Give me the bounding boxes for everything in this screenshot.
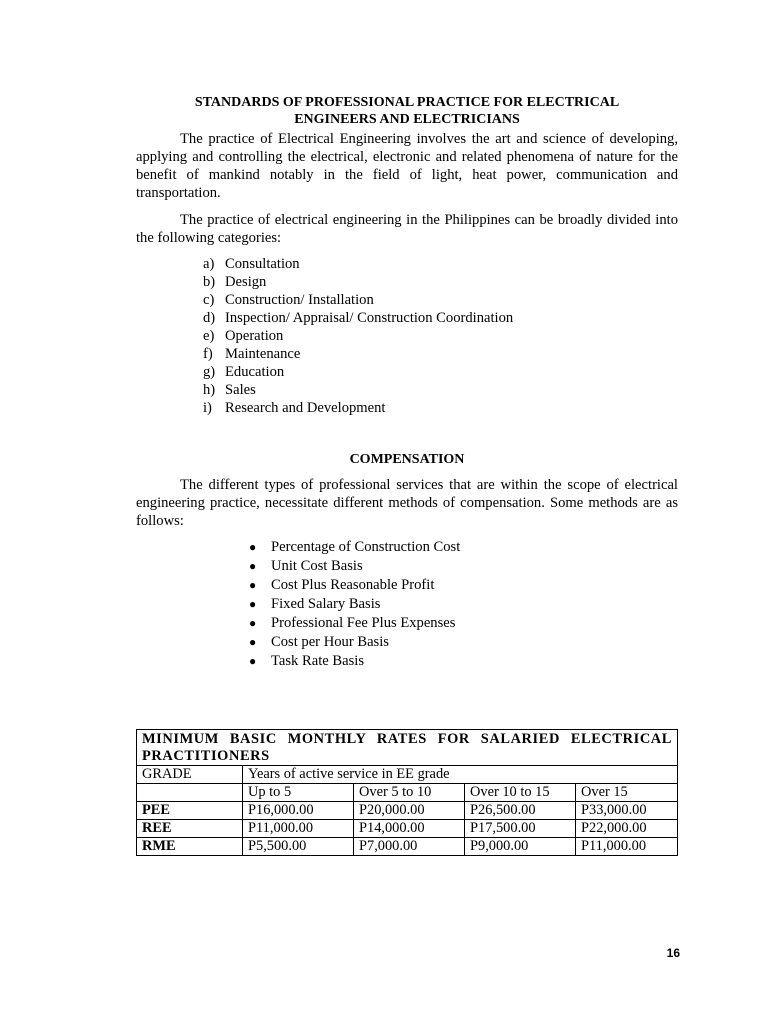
list-item — [203, 399, 678, 417]
table-caption-row — [137, 730, 678, 766]
bullet-icon: ● — [249, 597, 257, 611]
compensation-heading: COMPENSATION — [349, 452, 465, 467]
table-cell: P22,000.00 — [576, 820, 678, 838]
table-cell: P11,000.00 — [243, 820, 354, 838]
document-title — [136, 94, 678, 128]
table-row — [137, 802, 678, 820]
list-item-text: Cost per Hour Basis — [271, 634, 389, 650]
list-marker: b) — [203, 274, 216, 290]
list-item-text: Education — [225, 364, 285, 380]
list-item — [203, 363, 678, 381]
list-item-text: Research and Development — [225, 400, 386, 416]
table-cell: P33,000.00 — [576, 802, 678, 820]
table-subheader-row — [137, 784, 678, 802]
list-marker: g) — [203, 364, 216, 380]
list-item — [203, 381, 678, 399]
document-page — [136, 94, 678, 854]
grade-cell: REE — [137, 820, 243, 838]
list-item-text: Unit Cost Basis — [271, 558, 363, 574]
list-marker: a) — [203, 256, 215, 272]
list-marker: d) — [203, 310, 216, 326]
compensation-methods-list — [136, 538, 678, 671]
list-marker: h) — [203, 382, 216, 398]
list-item-text: Construction/ Installation — [225, 292, 374, 308]
list-item-text: Operation — [225, 328, 284, 344]
list-item — [249, 633, 678, 652]
compensation-paragraph: The different types of professional services that are within the scope of electrical engineering practice, necessitate different methods of compensation. Some methods are as follows: — [136, 477, 678, 529]
bullet-icon: ● — [249, 540, 257, 554]
intro-paragraph-1: The practice of Electrical Engineering involves the art and science of developing, applying and controlling the electrical, electronic and related phenomena of nature for the benefit of mankind notably in the field of light, heat power, communication and transportation. — [136, 131, 678, 201]
list-item — [249, 538, 678, 557]
column-header: Over 15 — [576, 784, 678, 802]
bullet-icon: ● — [249, 559, 257, 573]
table-row — [137, 838, 678, 856]
list-item — [203, 327, 678, 345]
list-item — [203, 273, 678, 291]
bullet-icon: ● — [249, 578, 257, 592]
list-item — [249, 576, 678, 595]
list-item-text: Sales — [225, 382, 256, 398]
list-item — [203, 309, 678, 327]
rates-table — [136, 729, 678, 856]
list-item — [249, 557, 678, 576]
list-item — [203, 255, 678, 273]
table-caption: MINIMUM BASIC MONTHLY RATES FOR SALARIED ELECTRICAL PRACTITIONERS — [137, 730, 678, 766]
list-item — [249, 595, 678, 614]
title-line-2: ENGINEERS AND ELECTRICIANS — [294, 112, 520, 127]
intro-paragraph-2: The practice of electrical engineering in the Philippines can be broadly divided into the following categories: — [136, 212, 678, 246]
list-item-text: Task Rate Basis — [271, 653, 365, 669]
list-item-text: Consultation — [225, 256, 300, 272]
list-marker: e) — [203, 328, 215, 344]
table-cell: P11,000.00 — [576, 838, 678, 856]
list-item-text: Fixed Salary Basis — [271, 596, 381, 612]
table-cell: P16,000.00 — [243, 802, 354, 820]
list-item-text: Professional Fee Plus Expenses — [271, 615, 456, 631]
bullet-icon: ● — [249, 635, 257, 649]
list-item — [249, 614, 678, 633]
column-header: Over 5 to 10 — [354, 784, 465, 802]
table-cell — [137, 784, 243, 802]
service-header: Years of active service in EE grade — [243, 766, 678, 784]
grade-header: GRADE — [137, 766, 243, 784]
list-item-text: Percentage of Construction Cost — [271, 539, 461, 555]
table-cell: P7,000.00 — [354, 838, 465, 856]
table-cell: P26,500.00 — [465, 802, 576, 820]
table-cell: P17,500.00 — [465, 820, 576, 838]
list-item — [203, 291, 678, 309]
table-cell: P5,500.00 — [243, 838, 354, 856]
grade-cell: PEE — [137, 802, 243, 820]
list-item — [203, 345, 678, 363]
list-item — [249, 652, 678, 671]
page-number: 16 — [666, 946, 680, 960]
table-cell: P14,000.00 — [354, 820, 465, 838]
list-marker: f) — [203, 346, 213, 362]
list-item-text: Cost Plus Reasonable Profit — [271, 577, 435, 593]
bullet-icon: ● — [249, 616, 257, 630]
table-row — [137, 820, 678, 838]
list-item-text: Design — [225, 274, 267, 290]
list-marker: c) — [203, 292, 215, 308]
categories-list — [136, 255, 678, 417]
grade-cell: RME — [137, 838, 243, 856]
list-item-text: Inspection/ Appraisal/ Construction Coordination — [225, 310, 514, 326]
list-item-text: Maintenance — [225, 346, 301, 362]
column-header: Over 10 to 15 — [465, 784, 576, 802]
bullet-icon: ● — [249, 654, 257, 668]
table-cell: P9,000.00 — [465, 838, 576, 856]
table-cell: P20,000.00 — [354, 802, 465, 820]
table-header-row — [137, 766, 678, 784]
column-header: Up to 5 — [243, 784, 354, 802]
title-line-1: STANDARDS OF PROFESSIONAL PRACTICE FOR ELECTRICAL — [194, 95, 620, 110]
list-marker: i) — [203, 400, 212, 416]
